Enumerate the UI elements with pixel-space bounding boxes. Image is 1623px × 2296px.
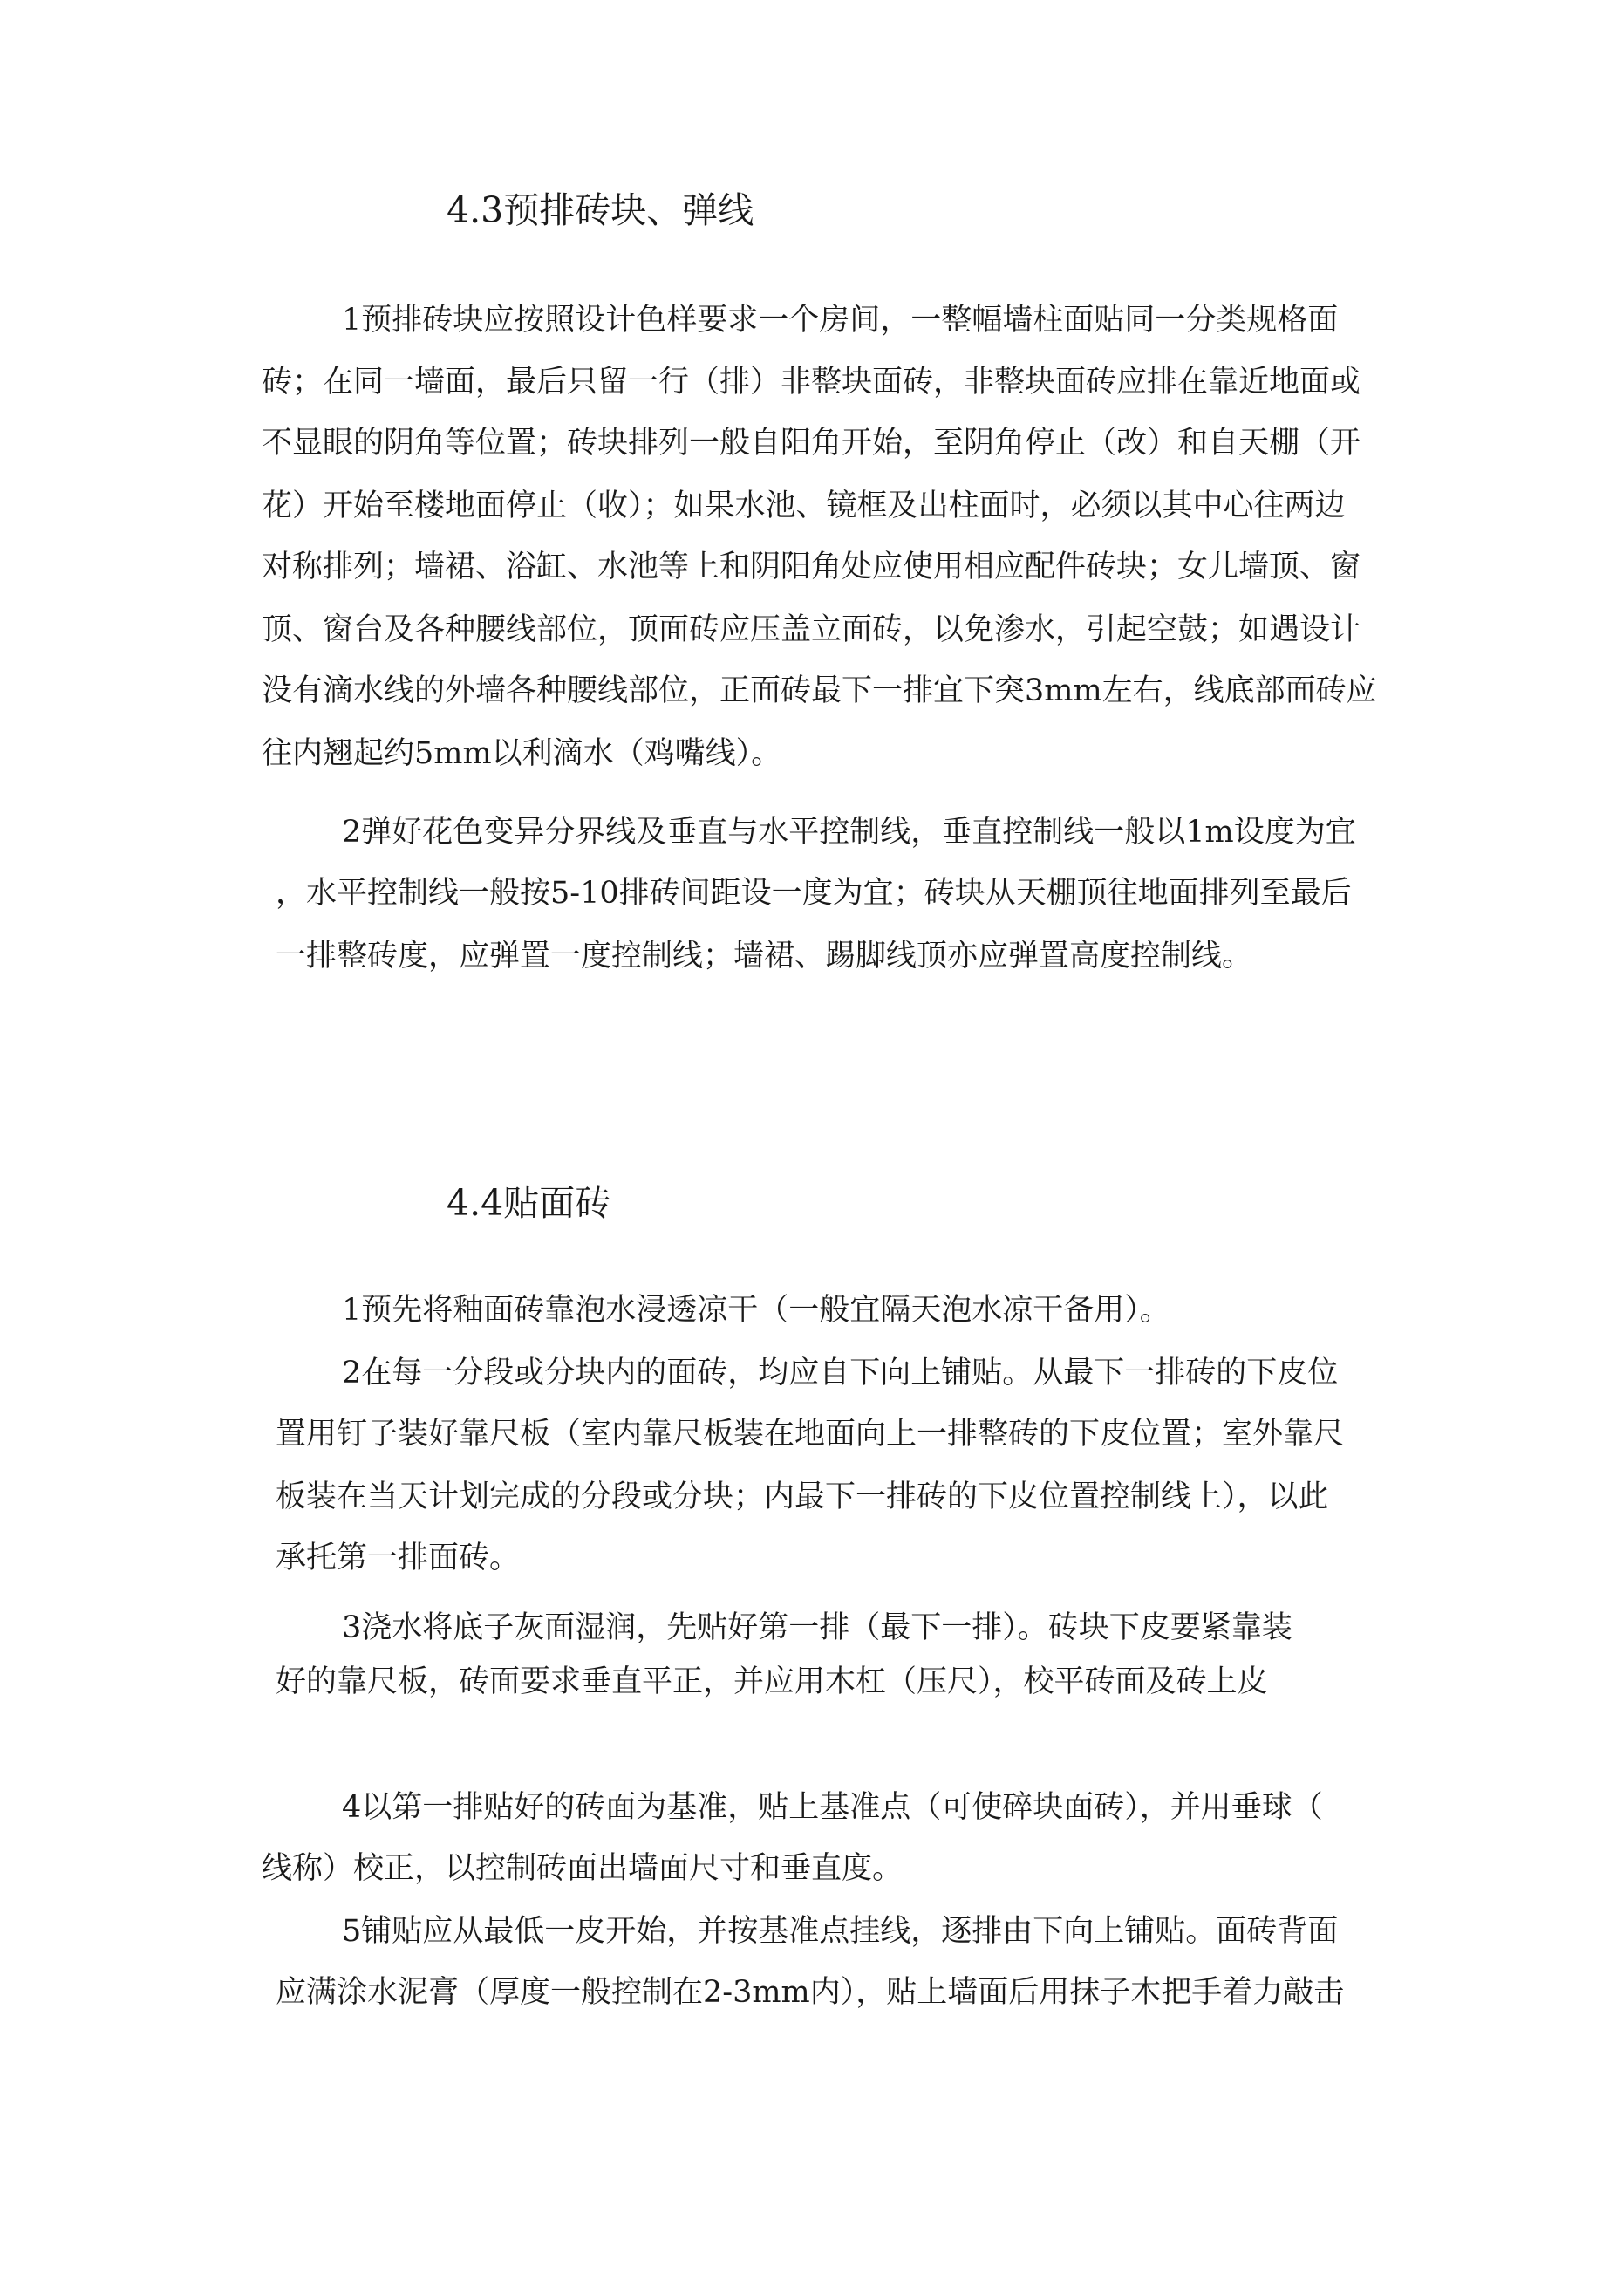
paragraph-line: 5铺贴应从最低一皮开始，并按基准点挂线，逐排由下向上铺贴。面砖背面 <box>342 1914 1339 1949</box>
paragraph-line: ，水平控制线一般按5-10排砖间距设一度为宜；砖块从天棚顶往地面排列至最后 <box>276 876 1352 911</box>
paragraph-line: 没有滴水线的外墙各种腰线部位，正面砖最下一排宜下突3mm左右，线底部面砖应 <box>262 673 1377 708</box>
section-4-4-heading: 4.4贴面砖 <box>447 1182 611 1224</box>
paragraph-line: 2在每一分段或分块内的面砖，均应自下向上铺贴。从最下一排砖的下皮位 <box>342 1356 1339 1391</box>
paragraph-line: 2弹好花色变异分界线及垂直与水平控制线，垂直控制线一般以1m设度为宜 <box>342 815 1356 850</box>
paragraph-line: 往内翘起约5mm以利滴水（鸡嘴线）。 <box>262 736 782 771</box>
paragraph-line: 3浇水将底子灰面湿润，先贴好第一排（最下一排）。砖块下皮要紧靠装 <box>342 1610 1292 1645</box>
paragraph-line: 花）开始至楼地面停止（收）；如果水池、镜框及出柱面时，必须以其中心往两边 <box>262 489 1346 523</box>
paragraph-line: 不显眼的阴角等位置；砖块排列一般自阳角开始，至阴角停止（改）和自天棚（开 <box>262 426 1361 461</box>
paragraph-line: 线称）校正，以控制砖面出墙面尺寸和垂直度。 <box>262 1851 904 1886</box>
paragraph-line: 板装在当天计划完成的分段或分块；内最下一排砖的下皮位置控制线上），以此 <box>276 1479 1329 1514</box>
paragraph-line: 1预先将釉面砖靠泡水浸透凉干（一般宜隔天泡水凉干备用）。 <box>342 1293 1170 1328</box>
paragraph-line: 置用钉子装好靠尺板（室内靠尺板装在地面向上一排整砖的下皮位置；室外靠尺 <box>276 1417 1345 1452</box>
paragraph-line: 4以第一排贴好的砖面为基准，贴上基准点（可使碎块面砖），并用垂球（ <box>342 1790 1323 1825</box>
paragraph-line: 1预排砖块应按照设计色样要求一个房间，一整幅墙柱面贴同一分类规格面 <box>342 303 1339 338</box>
paragraph-line: 对称排列；墙裙、浴缸、水池等上和阴阳角处应使用相应配件砖块；女儿墙顶、窗 <box>262 550 1361 584</box>
paragraph-line: 顶、窗台及各种腰线部位，顶面砖应压盖立面砖，以免渗水，引起空鼓；如遇设计 <box>262 612 1361 647</box>
paragraph-line: 应满涂水泥膏（厚度一般控制在2-3mm内），贴上墙面后用抹子木把手着力敲击 <box>276 1975 1345 2010</box>
paragraph-line: 砖；在同一墙面，最后只留一行（排）非整块面砖，非整块面砖应排在靠近地面或 <box>262 365 1361 400</box>
paragraph-line: 一排整砖度，应弹置一度控制线；墙裙、踢脚线顶亦应弹置高度控制线。 <box>276 939 1253 974</box>
paragraph-line: 承托第一排面砖。 <box>276 1541 521 1575</box>
section-4-3-heading: 4.3预排砖块、弹线 <box>447 189 754 231</box>
paragraph-line: 好的靠尺板，砖面要求垂直平正，并应用木杠（压尺），校平砖面及砖上皮 <box>276 1664 1268 1699</box>
